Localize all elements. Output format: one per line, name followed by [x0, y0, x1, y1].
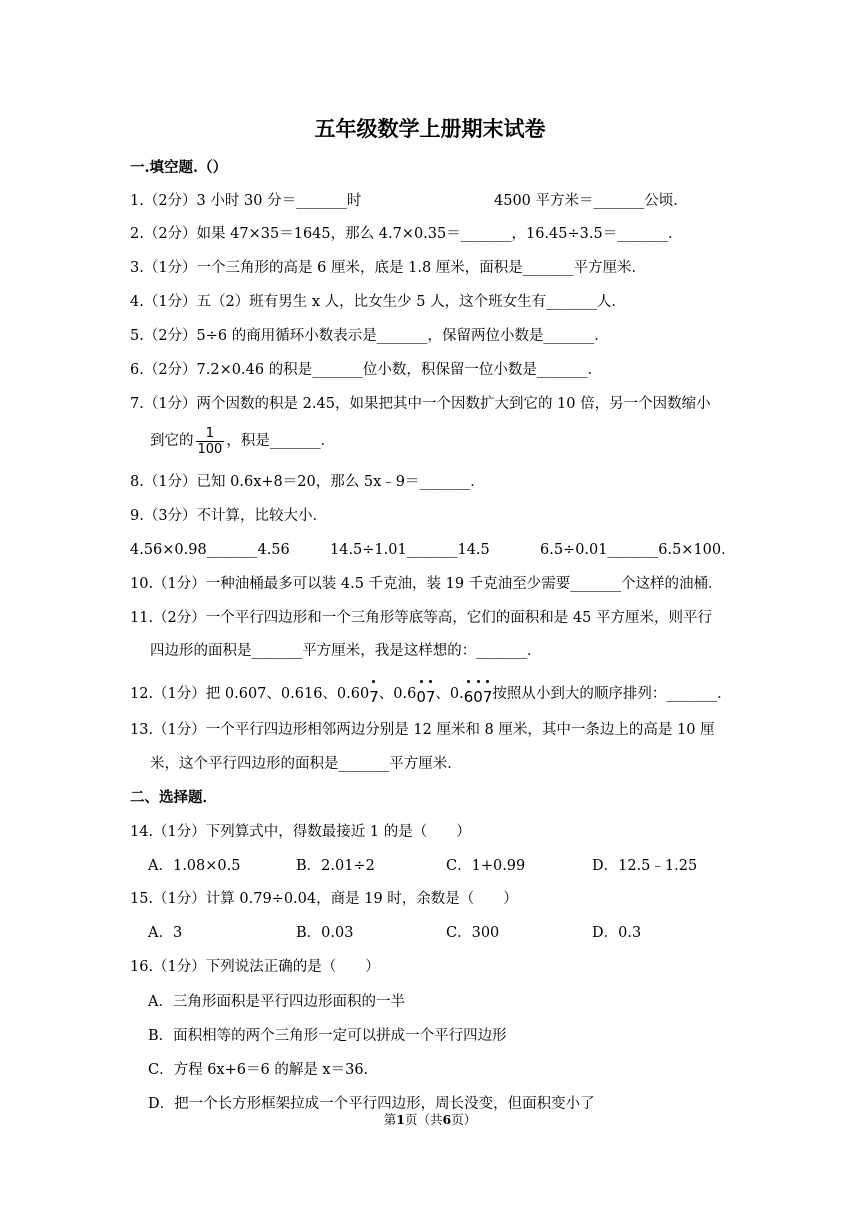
question-16-option-c[interactable]: C．方程 6x+6＝6 的解是 x＝36.: [148, 1062, 369, 1078]
question-14-option-a[interactable]: A．1.08×0.5: [148, 858, 241, 874]
page-footer: [0, 1112, 860, 1128]
question-11-line2: 四边形的面积是_______平方厘米，我是这样想的：_______．: [150, 643, 542, 659]
question-15: 15.（1分）计算 0.79÷0.04，商是 19 时，余数是（ ）: [130, 891, 518, 907]
digit-text: 6: [463, 688, 474, 706]
repeating-digit: [426, 688, 436, 706]
repeating-digit: [473, 688, 483, 706]
repeating-decimal-1: [369, 688, 379, 706]
repeat-dot: [486, 680, 489, 683]
question-9-compare-b: 14.5÷1.01_______14.5: [330, 542, 490, 558]
question-7-line1: 7.（1分）两个因数的积是 2.45，如果把其中一个因数扩大到它的 10 倍，另一个因数缩小: [130, 396, 711, 412]
digit-text: 7: [369, 688, 379, 706]
question-16-option-a[interactable]: A．三角形面积是平行四边形面积的一半: [148, 994, 405, 1010]
question-13-line2: 米，这个平行四边形的面积是_______平方厘米．: [150, 756, 462, 772]
repeat-dot: [429, 680, 432, 683]
fraction-numerator: 1: [196, 426, 225, 442]
question-14: 14.（1分）下列算式中，得数最接近 1 的是（ ）: [130, 824, 471, 840]
question-12-sep1: 、0.6: [378, 686, 417, 702]
repeating-decimal-3: [464, 688, 493, 706]
section-choice-heading: 二、选择题．: [130, 789, 217, 806]
question-8: 8.（1分）已知 0.6x+8＝20，那么 5x﹣9＝_______．: [130, 474, 485, 490]
footer-suffix: 页）: [451, 1112, 477, 1127]
question-7-suffix: ，积是_______．: [226, 433, 336, 449]
question-12: [130, 684, 732, 706]
question-14-option-d[interactable]: D．12.5﹣1.25: [592, 858, 698, 874]
section-fill-in-heading: 一.填空题.（）: [130, 159, 228, 176]
exam-title: 五年级数学上册期末试卷: [314, 116, 546, 141]
question-14-option-c[interactable]: C．1+0.99: [446, 858, 526, 874]
digit-text: 7: [482, 688, 493, 706]
question-12-sep2: 、0.: [435, 686, 464, 702]
question-1a: 1.（2分）3 小时 30 分＝_______时: [130, 193, 362, 209]
question-14-option-b[interactable]: B．2.01÷2: [296, 858, 375, 874]
fraction-one-hundredth: [196, 426, 225, 457]
repeat-dot: [372, 680, 375, 683]
footer-total-pages: 6: [442, 1112, 452, 1127]
repeating-decimal-2: [416, 688, 435, 706]
question-9: 9.（3分）不计算，比较大小．: [130, 508, 328, 524]
question-10: 10.（1分）一种油桶最多可以装 4.5 千克油，装 19 千克油至少需要_______个这样的油桶．: [130, 576, 723, 592]
repeat-dot: [467, 680, 470, 683]
question-16: 16.（1分）下列说法正确的是（ ）: [130, 959, 380, 975]
footer-page-number: 1: [396, 1112, 405, 1127]
question-15-option-a[interactable]: A．3: [148, 925, 183, 941]
question-12-suffix: 按照从小到大的顺序排列：_______．: [492, 686, 732, 702]
footer-prefix: 第: [383, 1112, 397, 1127]
question-6: 6.（2分）7.2×0.46 的积是_______位小数，积保留一位小数是_______．: [130, 362, 603, 378]
question-15-option-d[interactable]: D．0.3: [592, 925, 642, 941]
repeat-dot: [420, 680, 423, 683]
question-7-prefix: 到它的: [150, 433, 194, 449]
question-15-option-b[interactable]: B．0.03: [296, 925, 354, 941]
question-2: 2.（2分）如果 47×35＝1645，那么 4.7×0.35＝_______，16.45÷3.5＝_______．: [130, 226, 683, 242]
question-3: 3.（1分）一个三角形的高是 6 厘米，底是 1.8 厘米，面积是_______平方厘米．: [130, 260, 647, 276]
question-15-option-c[interactable]: C．300: [446, 925, 500, 941]
repeating-digit: [416, 688, 426, 706]
fraction-denominator: 100: [197, 441, 223, 457]
question-9-compare-a: 4.56×0.98_______4.56: [130, 542, 290, 558]
question-4: 4.（1分）五（2）班有男生 x 人，比女生少 5 人，这个班女生有_______人．: [130, 294, 626, 310]
repeating-digit: [369, 688, 379, 706]
repeat-dot: [477, 680, 480, 683]
question-12-prefix: 12.（1分）把 0.607、0.616、0.60: [130, 686, 370, 702]
repeating-digit: [483, 688, 493, 706]
question-7-line2: [150, 424, 335, 458]
question-1b: 4500 平方米＝_______公顷．: [494, 193, 688, 209]
digit-text: 7: [425, 688, 436, 706]
question-11-line1: 11.（2分）一个平行四边形和一个三角形等底等高，它们的面积和是 45 平方厘米，则平行: [130, 610, 712, 626]
digit-text: 0: [473, 688, 483, 706]
question-13-line1: 13.（1分）一个平行四边形相邻两边分别是 12 厘米和 8 厘米，其中一条边上的高是 10 厘: [130, 722, 715, 738]
repeating-digit: [464, 688, 474, 706]
question-16-option-b[interactable]: B．面积相等的两个三角形一定可以拼成一个平行四边形: [148, 1028, 507, 1044]
question-16-option-d[interactable]: D．把一个长方形框架拉成一个平行四边形，周长没变，但面积变小了: [148, 1096, 595, 1112]
footer-middle: 页（共: [404, 1112, 443, 1127]
question-5: 5.（2分）5÷6 的商用循环小数表示是_______，保留两位小数是_______．: [130, 328, 609, 344]
question-9-compare-c: 6.5÷0.01_______6.5×100．: [540, 542, 736, 558]
digit-text: 0: [416, 688, 426, 706]
